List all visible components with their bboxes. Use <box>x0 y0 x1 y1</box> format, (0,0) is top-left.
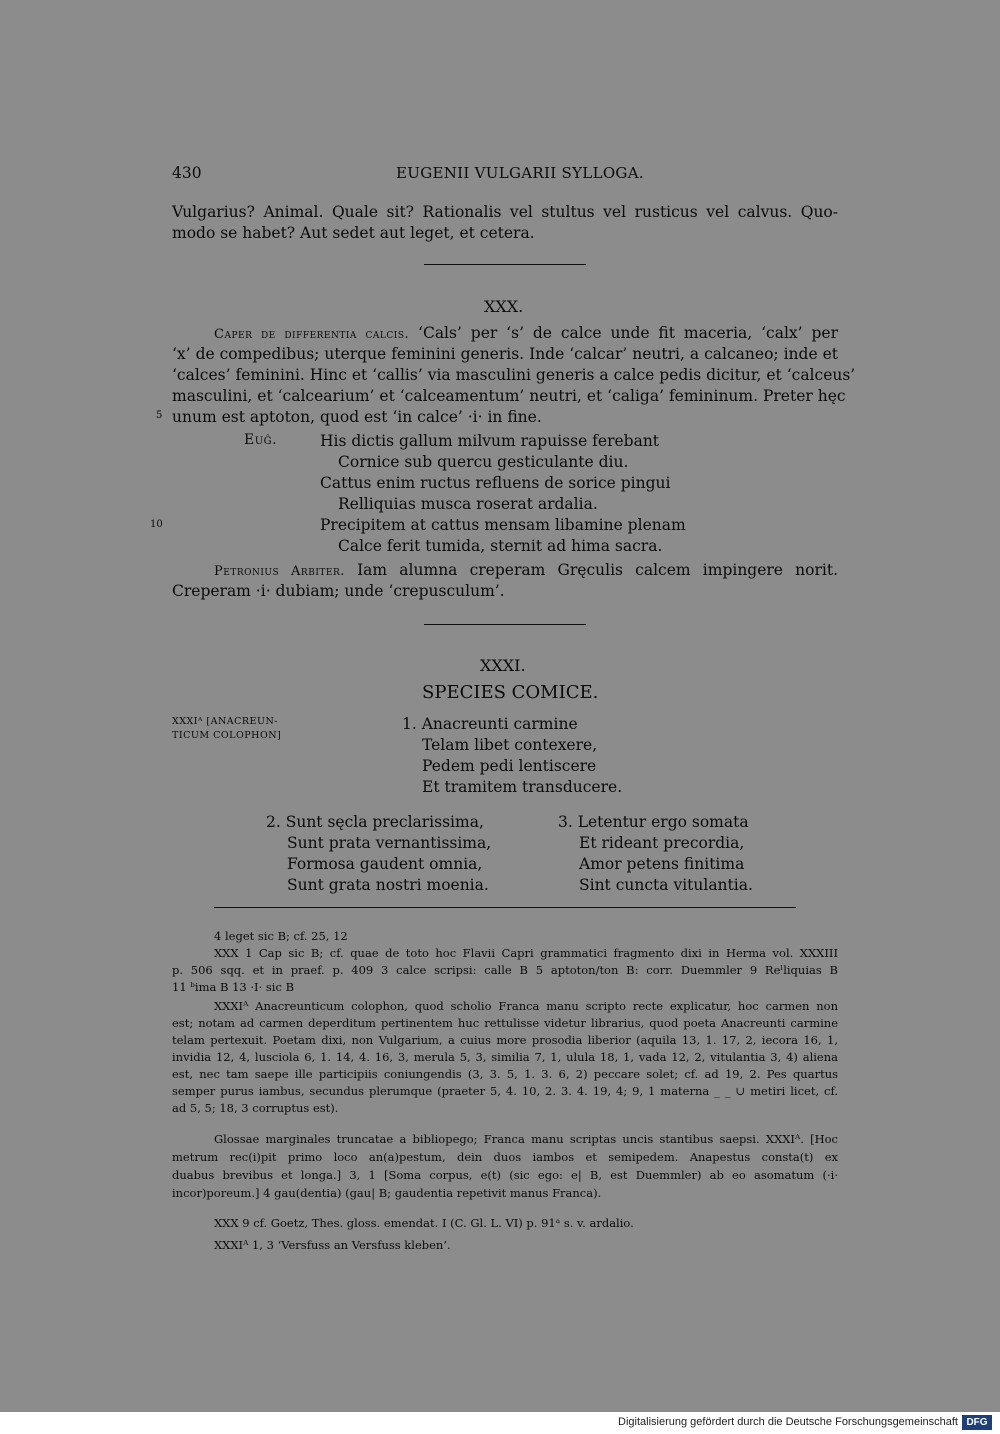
footnote-line: XXXIᴬ Anacreunticum colophon, quod scholio Franca manu scripto recte explicatur, hoc carmen non <box>214 999 838 1013</box>
footnote-line: metrum rec(i)pit primo loco an(a)pestum, dein duos iambos et semipedem. Anapestus consta(t) ex <box>172 1150 838 1164</box>
author-name: Petronius Arbiter. <box>214 564 345 579</box>
footnote-line: est, nec tam saepe ille participiis coniungendis (3, 3. 5, 1. 3. 6, 2) peccare solet; cf. ad 19, 2. Pes quartus <box>172 1067 838 1081</box>
footer-banner <box>0 1412 1000 1434</box>
footnote-line: telam pertexuit. Poetam dixi, non Vulgarium, a cuius more prosodia liberior (aquila 13, 1. 17, 2, iecora 16, 1, <box>172 1033 838 1047</box>
footnote-line: est; notam ad carmen deperditum pertinentem huc rettulisse videtur librarius, quod poeta Anacreunti carmine <box>172 1016 838 1030</box>
footnote-line: incor)poreum.] 4 gau(dentia) (gau| B; gaudentia repetivit manus Franca). <box>172 1186 602 1200</box>
poem-line: Calce ferit tumida, sternit ad hima sacra. <box>338 537 663 555</box>
running-title: EUGENII VULGARII SYLLOGA. <box>396 164 644 182</box>
margin-note: XXXIᴬ [ANACREUN- <box>172 716 279 727</box>
footnote-line: XXXIᴬ 1, 3 ‘Versfuss an Versfuss kleben’. <box>214 1238 451 1252</box>
poem-line: Cattus enim ructus refluens de sorice pingui <box>320 474 671 492</box>
poem-line: Cornice sub quercu gesticulante diu. <box>338 453 629 471</box>
footnote-line: semper purus iambus, secundus plerumque (praeter 5, 4. 10, 2. 3. 4. 19, 4; 9, 1 materna _ _ ∪ metiri licet, cf. <box>172 1084 838 1098</box>
stanza-line: Et rideant precordia, <box>579 834 745 852</box>
dfg-logo: DFG <box>962 1415 992 1430</box>
poem-speaker: Euĝ. <box>244 432 278 448</box>
poem-line: His dictis gallum milvum rapuisse ferebant <box>320 432 660 450</box>
stanza-line: Pedem pedi lentiscere <box>422 757 597 775</box>
margin-note: TICUM COLOPHON] <box>172 730 282 741</box>
section-heading: XXX. <box>484 297 524 316</box>
page-number: 430 <box>172 164 202 182</box>
petronius-text: Iam alumna creperam Gręculis calcem impingere norit. <box>357 561 838 579</box>
stanza-line: 3. Letentur ergo somata <box>558 813 749 831</box>
footnote-line: p. 506 sqq. et in praef. p. 409 3 calce scripsi: calle B 5 aptoton/ton B: corr. Duemmler 9 Reˡliquias B <box>172 963 838 977</box>
petronius-line: Creperam ·i· dubiam; unde ‘crepusculum’. <box>172 582 505 600</box>
stanza-line: Et tramitem transducere. <box>422 778 623 796</box>
paragraph-line: ‘x’ de compedibus; uterque feminini generis. Inde ‘calcar’ neutri, a calcaneo; inde et <box>172 345 838 363</box>
section-lead <box>214 324 838 342</box>
paragraph-line: unum est aptoton, quod est ‘in calce’ ·i· in fine. <box>172 408 542 426</box>
footnote-line: XXX 1 Cap sic B; cf. quae de toto hoc Flavii Capri grammatici fragmento dixi in Herma vol. XXXIII <box>214 946 838 960</box>
opening-line: Vulgarius? Animal. Quale sit? Rationalis vel stultus vel rusticus vel calvus. Quo- <box>172 203 838 221</box>
line-number: 10 <box>150 519 163 530</box>
footnote-line: Glossae marginales truncatae a bibliopego; Franca manu scriptas uncis stantibus saepsi. XXXIᴬ. [Hoc <box>214 1132 838 1146</box>
poem-line: Relliquias musca roserat ardalia. <box>338 495 598 513</box>
footnote-line: invidia 12, 4, lusciola 6, 1. 14, 4. 16, 3, merula 5, 3, similia 7, 1, ulula 18, 1, vada 12, 2, vitulantia 3, 4) aliena <box>172 1050 838 1064</box>
stanza-line: Formosa gaudent omnia, <box>287 855 483 873</box>
section-divider <box>424 264 586 265</box>
stanza-line: Sunt grata nostri moenia. <box>287 876 489 894</box>
stanza-line: Telam libet contexere, <box>422 736 598 754</box>
paragraph-line: masculini, et ‘calcearium’ et ‘calceamentum’ neutri, et ‘caliga’ femininum. Preter hęc <box>172 387 846 405</box>
section-divider <box>424 624 586 625</box>
footnote-line: duabus brevibus et longa.] 3, 1 [Soma corpus, e(t) (sic ego: e| B, est Duemmler) ab eo asomatum (·i· <box>172 1168 838 1182</box>
footnote-line: XXX 9 cf. Goetz, Thes. gloss. emendat. I (C. Gl. L. VI) p. 91ᵃ s. v. ardalio. <box>214 1216 634 1230</box>
footer-text: Digitalisierung gefördert durch die Deutsche Forschungsgemeinschaft <box>618 1416 958 1428</box>
section-subheading: SPECIES COMICE. <box>422 682 599 703</box>
opening-line: modo se habet? Aut sedet aut leget, et cetera. <box>172 224 535 242</box>
author-name: Caper de differentia calcis. <box>214 327 410 342</box>
footnote-rule <box>214 907 796 908</box>
paragraph-line: ‘calces’ feminini. Hinc et ‘callis’ via masculini generis a calce pedis dicitur, et ‘calceus’ <box>172 366 856 384</box>
footnote-line: 4 leget sic B; cf. 25, 12 <box>214 929 348 943</box>
stanza-line: Amor petens finitima <box>579 855 745 873</box>
footnote-line: ad 5, 5; 18, 3 corruptus est). <box>172 1101 339 1115</box>
section-heading: XXXI. <box>480 656 526 675</box>
petronius-line <box>214 561 838 579</box>
footnote-line: 11 ᵇima B 13 ·I· sic B <box>172 980 295 994</box>
line-number: 5 <box>156 410 163 421</box>
paragraph-line: ‘Cals’ per ‘s’ de calce unde fit maceria, ‘calx’ per <box>418 324 838 342</box>
stanza-line: Sint cuncta vitulantia. <box>579 876 753 894</box>
stanza-line: 2. Sunt sęcla preclarissima, <box>266 813 484 831</box>
poem-line: Precipitem at cattus mensam libamine plenam <box>320 516 686 534</box>
stanza-line: Sunt prata vernantissima, <box>287 834 492 852</box>
stanza-line: 1. Anacreunti carmine <box>402 715 578 733</box>
